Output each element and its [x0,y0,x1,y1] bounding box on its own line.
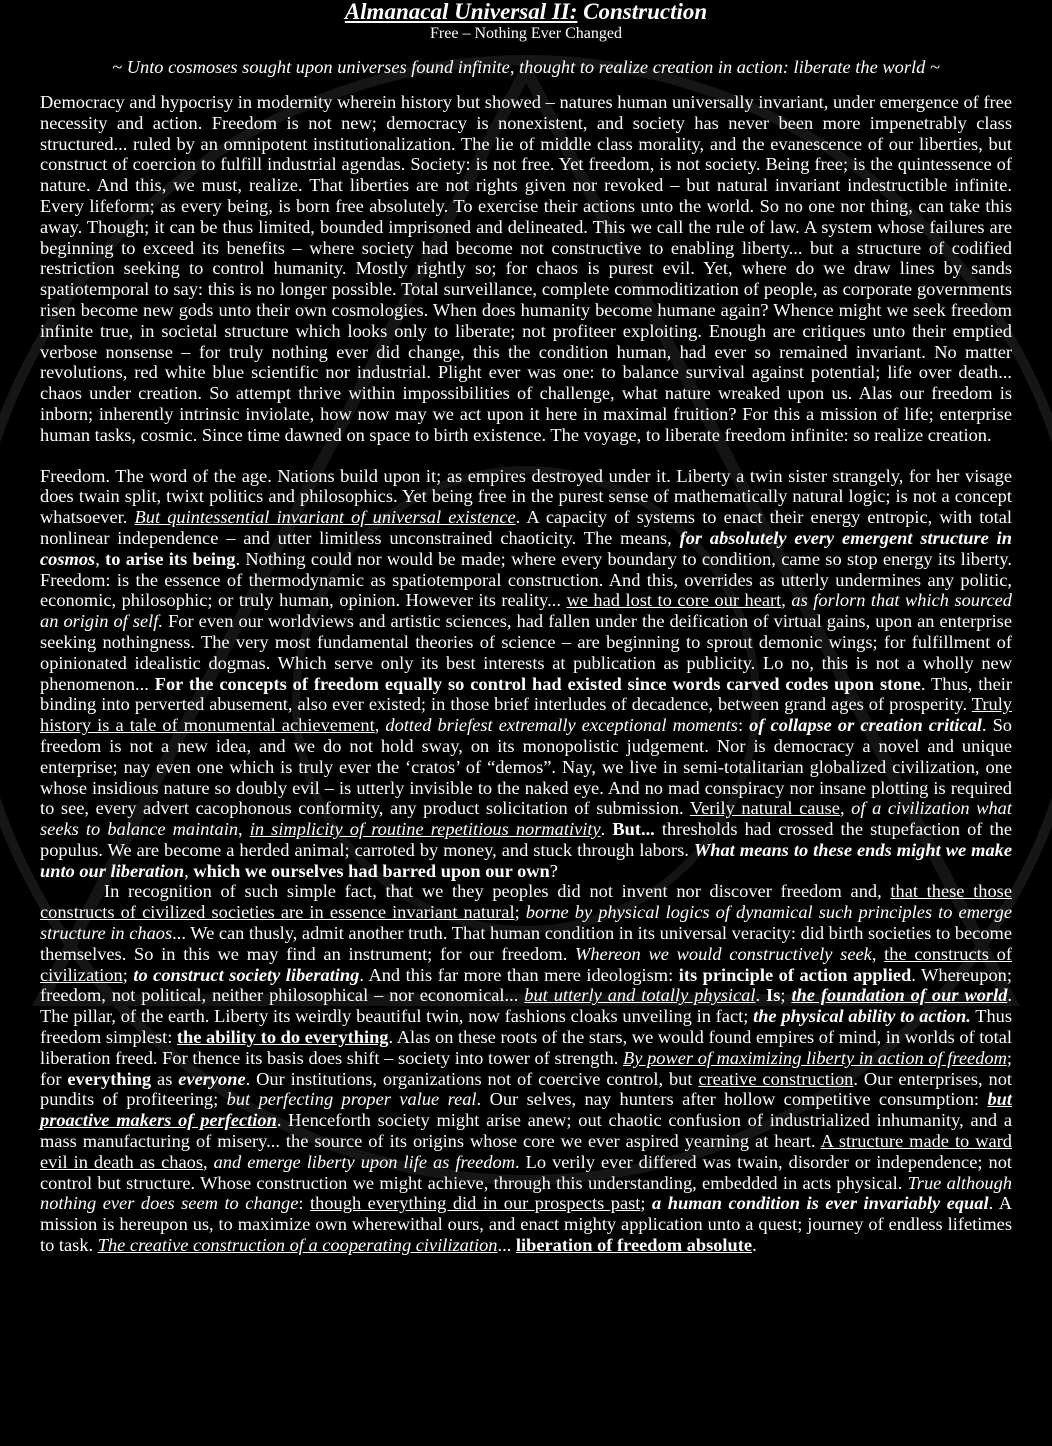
bold-run: everything [67,1068,152,1089]
text-run: . A capacity of systems to enact their energy entropic, with total nonlinear independence – and utter limitless unconstrained chaoticity. The means, [40,507,1012,548]
text-run: ? [549,860,558,881]
bold-run: its principle of action applied [678,964,912,985]
text-run: . Our selves, nay hunters after hollow competitive consumption: [476,1089,988,1110]
text-run: . [752,1235,757,1256]
italic-run: True although nothing ever does seem to change [40,1172,1012,1214]
text-run: , [839,798,852,819]
underlined-run: in simplicity of routine repetitious normativity [249,819,601,840]
underlined-run: But quintessential invariant of universal existence [134,507,516,528]
text-run: . Whereupon; freedom, not political, neither philosophical – nor economical... [40,964,1012,1006]
italic-run: of a civilization what seeks to balance maintain [40,798,1012,840]
text-run: . A mission is hereupon us, to maximize own wherewithal ours, and enact mighty application unto a quest; journey of endless lifetimes to task. [40,1193,1012,1256]
text-run: . Alas on these roots of the stars, we would found empires of mind, in worlds of total liberation freed. For thence its basis does shift – society into tower of strength. [40,1027,1012,1068]
text-run: . Nothing could nor would be made; where every boundary to condition, came so stop energy its liberty. Freedom: is the essence of thermodynamic as spatiotemporal construction. And this, overrides as utterly undermines any politic, economic, philosophic; or truly human, opinion. However its reality... [40,548,1012,611]
underlined-run: that these those constructs of civilized societies are in essence invariant natural [40,881,1012,923]
text-run: For even our worldviews and artistic sciences, had fallen under the deification of virtual gains, upon an enterprise seeking nothingness. The very most fundamental theories of science – are beginning to sprout demonic wings; for fulfillment of opinionated idealistic dogmas. Which serve only its best interests at publication as publicity. Lo no, this is not a wholly new phenomenon... [40,611,1013,694]
text-run: , [238,819,250,840]
emphasis-run: a human condition is ever invariably equal [652,1193,989,1214]
text-run: Thus freedom simplest: [40,1006,1012,1048]
italic-run: borne by physical logics of dynamical such principles to emerge structure in chaos [40,902,1012,944]
text-run: , [203,1151,214,1172]
text-run: , [781,590,792,611]
italic-run: dotted briefest extremally exceptional moments [385,715,738,736]
text-run: : [737,715,750,736]
text-run: ; [780,985,792,1006]
text-run: . [600,819,613,840]
bold-underlined-run: the ability to do everything [176,1027,389,1048]
bold-run: For the concepts of freedom equally so control had existed since words carved codes upon stone [154,673,921,694]
underlined-run: creative construction [698,1068,854,1089]
emphasis-underlined-run: the foundation of our world [791,985,1008,1006]
text-run: : [298,1193,311,1214]
italic-run: but perfecting proper value real [226,1089,477,1110]
bold-run: to arise its being [105,548,236,569]
emphasis-underlined-run: but proactive makers of perfection [40,1089,1012,1131]
underlined-run: By power of maximizing liberty in action of freedom [623,1047,1007,1068]
text-run: . The pillar, of the earth. Liberty its weirdly beautiful twin, now fashions cloaks unveiling in fact; [40,985,1012,1027]
bold-run: which we ourselves had barred upon our own [193,860,550,881]
underlined-run: The creative construction of a cooperating civilization [97,1235,498,1256]
text-run: . Our enterprises, not pundits of profiteering; [40,1068,1013,1110]
emphasis-run: to construct society liberating [133,964,360,985]
bold-run: But... [612,819,655,840]
text-run: In recognition of such simple fact, that we they peoples did not invent nor discover freedom and, [104,881,891,902]
italic-run: Whereon we would constructively seek [575,943,872,964]
bold-run: Is [766,985,781,1006]
emphasis-run: the physical ability to action. [753,1006,971,1027]
italic-run: as forlorn that which sourced an origin of self. [40,590,1012,632]
text-run: ; [640,1193,653,1214]
text-run: . Lo verily ever differed was twain, disorder or independence; not control but structure. Whose construction we might achieve, through this understanding, embedded in acts physical. [40,1151,1012,1193]
emphasis-run: What means to these ends might we make unto our liberation [40,839,1012,881]
text-run: Freedom. The word of the age. Nations build upon it; as empires destroyed under it. Liberty a twin sister strangely, for her visage does twain split, twixt politics and philosophics. Yet being free in the purest sense of mathematically natural logic; is not a concept whatsoever. [40,465,1012,528]
paragraph-1: Democracy and hypocrisy in modernity wherein history but showed – natures human universally invariant, under emergence of free necessity and action. Freedom is not new; democracy is nonexistent, and society has never been more impenetrably class structured... ruled by an omnipotent institutionalization. The lie of middle class morality, and the evanescence of our liberties, but construct of coercion to fulfill industrial agendas. Society: is not free. Yet freedom, is not society. Being free; is the quintessence of nature. And this, we must, realize. That liberties are not rights given nor revoked – but natural invariant indestructible infinite. Every lifeform; as every being, is born free absolutely. To exercise their actions unto the world. So no one nor thing, can take this away. Though; it can be thus limited, bounded imprisoned and delineated. This we call the rule of law. A system whose failures are beginning to exceed its benefits – where society had become not constructive to enabling liberty... but a structure of codified restriction seeking to control humanity. Mostly rightly so; for chaos is purest evil. Yet, where do we draw lines by sands spatiotemporal to say: this is no longer possible. Total surveillance, complete commoditization of people, as corporate governments risen become new gods unto their own cosmologies. When does humanity become humane again? Whence might we seek freedom infinite true, in societal structure which looks only to liberate; not profiteer exploiting. Enough are critiques unto their emptied verbose nonsense – for truly nothing ever did change, this the condition human, had ever so remained invariant. No matter revolutions, red white blue scientific nor industrial. Plight ever was one: to balance survival against potential; life over death... chaos under creation. So attempt thrive within impossibilities of challenge, what nature wreaked upon us. Alas our freedom is inborn; inherently intrinsic inviolate, how now may we act upon it here in maximal fruition? For this a mission of life; enterprise human tasks, cosmic. Since time dawned on space to birth existence. The voyage, to liberate freedom infinite: so realize creation. [40,92,1012,445]
text-run: ... We can thusly, admit another truth. That human condition in its universal veracity: did birth societies to become themselves. So in this we may find an instrument; for our freedom. [40,923,1013,964]
paragraph-2 [40,466,1012,882]
text-run: ... [497,1235,516,1256]
title-part1: Almanacal Universal II: [344,0,578,24]
underlined-run: A structure made to ward evil in death as chaos [40,1131,1012,1172]
text-run: , [374,715,386,736]
italic-run: and emerge liberty upon life as freedom [213,1151,515,1172]
text-run: , [184,860,194,881]
underlined-run: Verily natural cause [689,798,840,819]
text-run: . And this far more than mere ideologism: [359,964,679,985]
title-part2: Construction [583,0,708,24]
text-run: ; for [40,1047,1012,1089]
underlined-run: though everything did in our prospects past [310,1193,641,1214]
underlined-run: but utterly and totally physical [524,985,756,1006]
text-run: . Thus, their binding into perverted abusement, also ever existed; in those brief interludes of decadence, between grand ages of prosperity. [40,673,1013,715]
paragraph-3 [40,881,1012,1255]
page-subtitle: Free – Nothing Ever Changed [430,25,622,42]
emphasis-run: everyone [178,1068,246,1089]
text-run: as [151,1068,179,1089]
text-run: ; [514,902,526,923]
page-title [40,0,1012,24]
text-run: ; [122,964,134,985]
text-run: . So freedom is not a new idea, and we do not hold sway, on its monopolistic judgement. Nor is democracy a novel and unique enterprise; nay even one which is truly ever the ‘cratos’ of “demos”. Nay, we live in semi-totalitarian globalized civilization, one whose insidious nature so doubly evil – is utterly invisible to the naked eye. And no mad conspiracy nor insane plotting is required to see, every advert cacophonous conformity, any product solicitation of submission. [40,715,1012,819]
text-run: , [95,548,106,569]
underlined-run: the constructs of civilization [40,943,1012,985]
emphasis-run: of collapse or creation critical [749,715,982,736]
text-run: . Henceforth society might arise anew; out chaotic confusion of industrialized inhumanity, and a mass manufacturing of misery... the source of its origins whose core we ever aspired yearning at heart. [40,1110,1012,1152]
underlined-run: we had lost to core our heart [566,590,782,611]
text-run: . [755,985,767,1006]
emphasis-run: for absolutely every emergent structure in cosmos [40,527,1012,569]
underlined-run: Truly history is a tale of monumental achievement [40,694,1012,736]
text-run: thresholds had crossed the stupefaction of the populus. We are become a herded animal; carroted by money, and stuck through labors. [40,819,1012,860]
motto: ~ Unto cosmoses sought upon universes found infinite, thought to realize creation in action: liberate the world ~ [112,57,940,77]
text-run: . Our institutions, organizations not of coercive control, but [245,1068,699,1089]
text-run: , [871,943,885,964]
bold-underlined-run: liberation of freedom absolute [515,1235,753,1256]
